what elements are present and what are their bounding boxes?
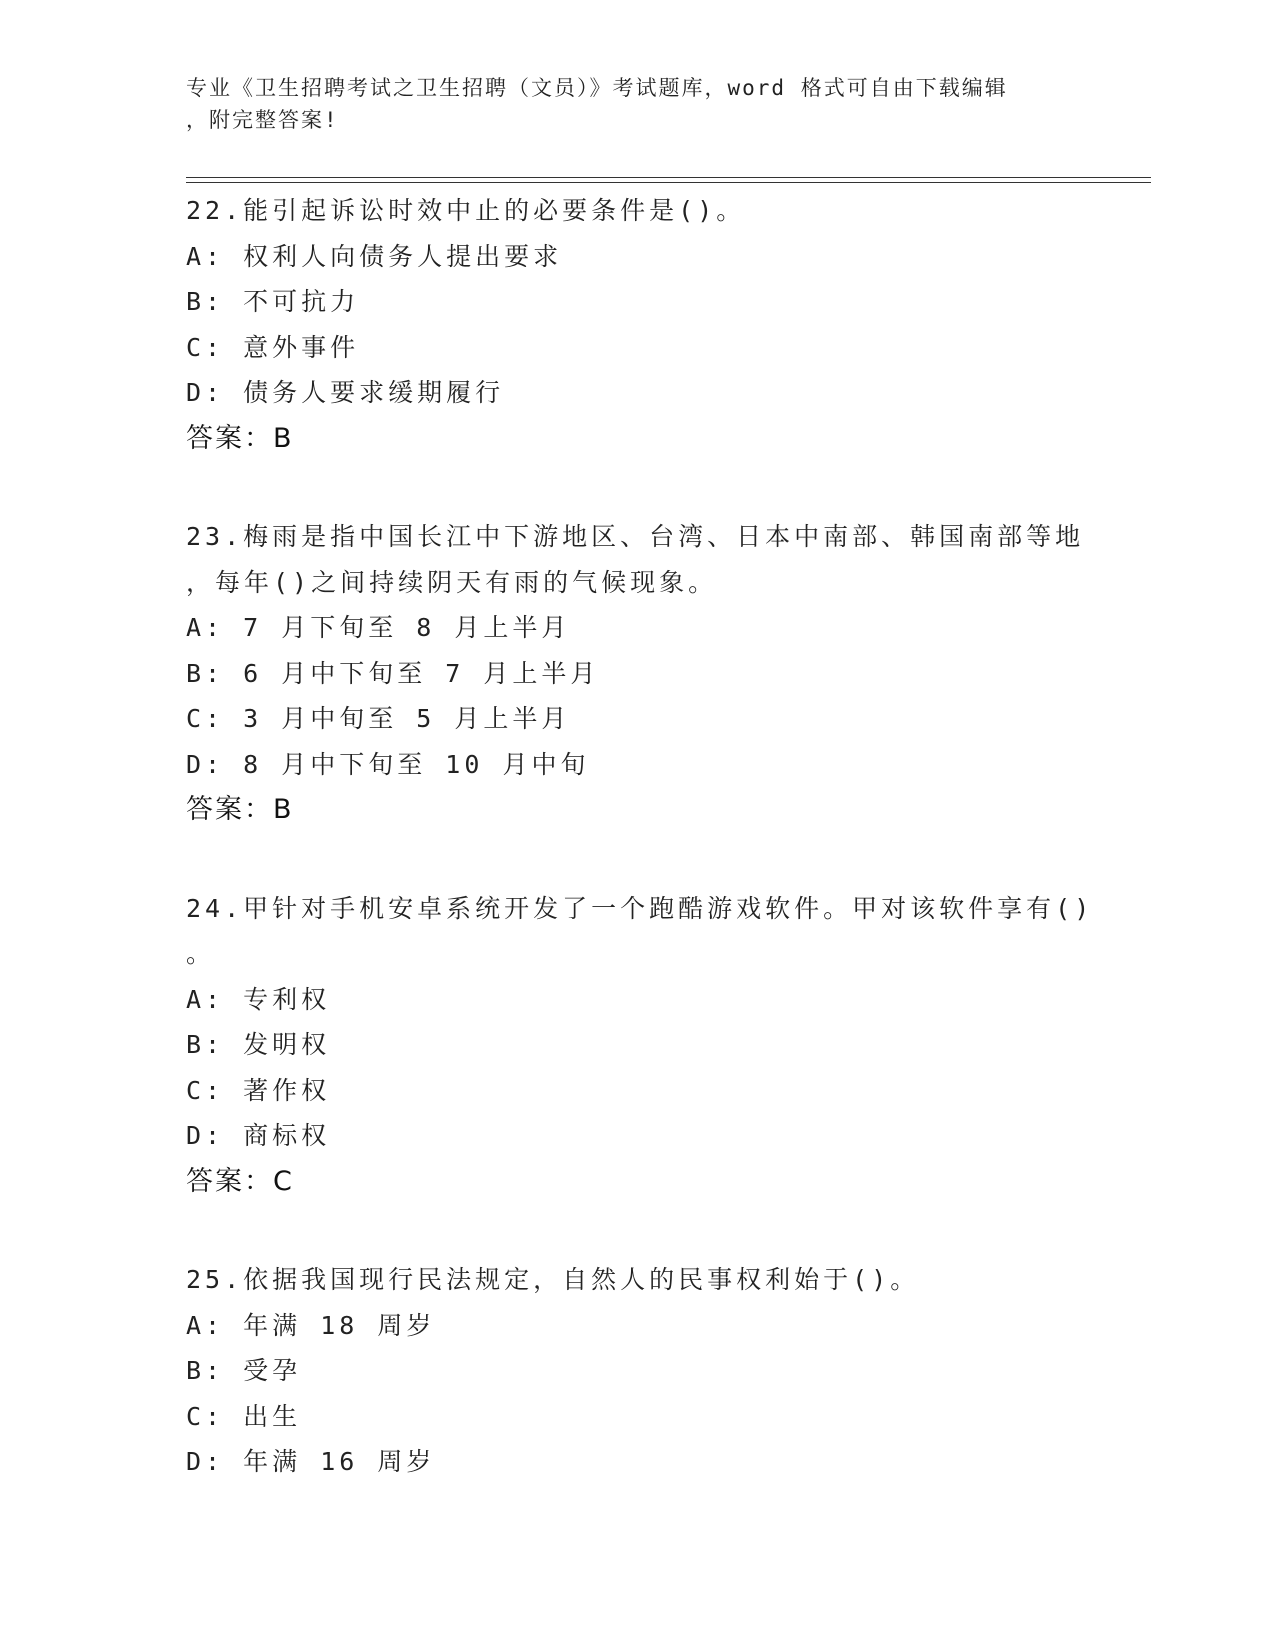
- question-stem: 。: [186, 939, 216, 968]
- question-stem: ，每年()之间持续阴天有雨的气候现象。: [186, 567, 718, 597]
- answer-option: D: 商标权: [186, 1121, 331, 1150]
- answer-key: 答案：B: [186, 794, 294, 825]
- header-divider-bottom: [186, 182, 1151, 183]
- answer-option: C: 3 月中旬至 5 月上半月: [186, 704, 571, 733]
- answer-key: 答案：C: [186, 1165, 294, 1197]
- question-list: [186, 188, 1094, 1538]
- header-line-2: ，附完整答案!: [186, 108, 339, 132]
- answer-option: D: 年满 16 周岁: [186, 1447, 436, 1476]
- question-stem: 25.依据我国现行民法规定，自然人的民事权利始于()。: [186, 1265, 920, 1294]
- answer-option: B: 发明权: [186, 1030, 331, 1059]
- answer-option: B: 不可抗力: [186, 287, 360, 316]
- answer-option: C: 出生: [186, 1401, 302, 1431]
- question-block: [186, 188, 1086, 461]
- answer-option: B: 受孕: [186, 1356, 302, 1385]
- answer-option: A: 年满 18 周岁: [186, 1310, 436, 1340]
- question-block: [186, 886, 1094, 1205]
- question-stem: 24.甲针对手机安卓系统开发了一个跑酷游戏软件。甲对该软件享有(): [186, 893, 1094, 923]
- header-line-1: 专业《卫生招聘考试之卫生招聘（文员）》考试题库，word 格式可自由下载编辑: [186, 76, 1008, 100]
- question-stem: 22.能引起诉讼时效中止的必要条件是()。: [186, 196, 746, 225]
- header-divider-top: [186, 177, 1151, 178]
- answer-option: A: 7 月下旬至 8 月上半月: [186, 613, 571, 642]
- answer-option: D: 债务人要求缓期履行: [186, 378, 505, 407]
- answer-option: A: 专利权: [186, 984, 331, 1014]
- answer-key: 答案：B: [186, 422, 294, 454]
- answer-option: C: 意外事件: [186, 332, 360, 362]
- answer-option: B: 6 月中下旬至 7 月上半月: [186, 658, 600, 688]
- question-block: [186, 1257, 1086, 1485]
- document-header: [186, 72, 1066, 136]
- question-block: [186, 514, 1086, 833]
- answer-option: D: 8 月中下旬至 10 月中旬: [186, 749, 590, 779]
- question-stem: 23.梅雨是指中国长江中下游地区、台湾、日本中南部、韩国南部等地: [186, 522, 1085, 551]
- answer-option: C: 著作权: [186, 1075, 331, 1105]
- answer-option: A: 权利人向债务人提出要求: [186, 241, 563, 271]
